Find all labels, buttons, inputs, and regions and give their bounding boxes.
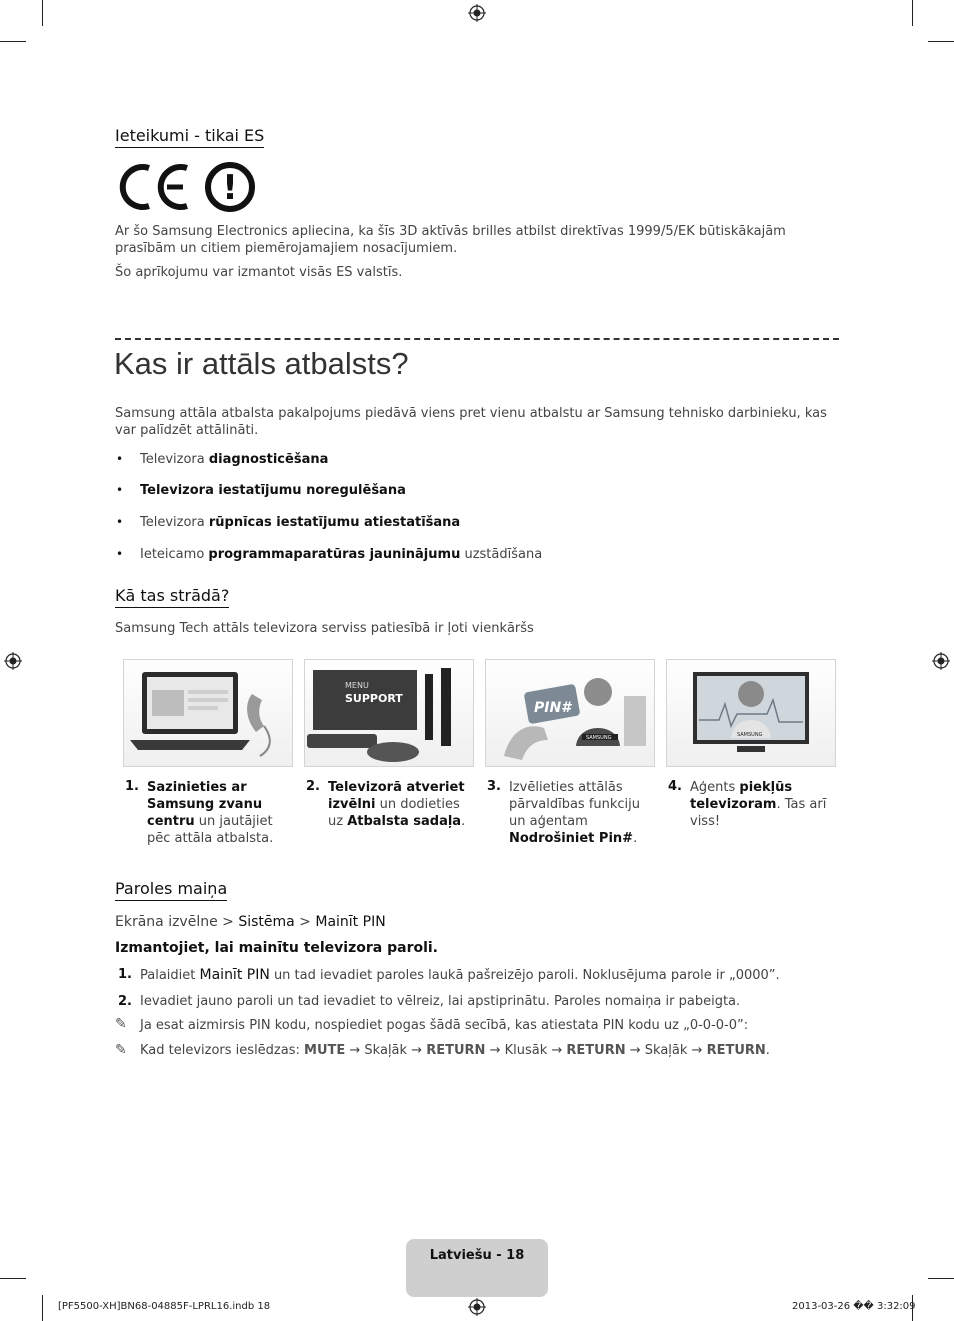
note-icon: ✎ (115, 1042, 127, 1058)
step-number: 1. (125, 779, 139, 794)
registration-mark-icon (932, 652, 950, 670)
list-item: • Televizora rūpnīcas iestatījumu atiestatīšana (116, 515, 461, 530)
list-item: • Ieteicamo programmaparatūras jauninājumu uzstādīšana (116, 547, 543, 562)
agent-pin-icon (486, 660, 654, 766)
crop-mark (912, 0, 913, 26)
list-number: 2. (118, 994, 132, 1009)
support-label: SUPPORT (345, 692, 403, 705)
crop-mark (928, 1278, 954, 1279)
step-number: 2. (306, 779, 320, 794)
step-number: 3. (487, 779, 501, 794)
pin-step-2: Ievadiet jauno paroli un tad ievadiet to vēlreiz, lai apstiprinātu. Paroles nomaiņa ir pabeigta. (140, 994, 741, 1009)
file-info: [PF5500-XH]BN68-04885F-LPRL16.indb 18 (58, 1301, 271, 1312)
crop-mark (0, 1278, 26, 1279)
step-3-text: Izvēlieties attālās pārvaldības funkciju un aģentam Nodrošiniet Pin#. (509, 780, 641, 846)
laptop-phone-icon (124, 660, 292, 766)
bullet: • (116, 515, 124, 529)
pin-heading: Paroles maiņa (115, 879, 227, 901)
page-number: Latviešu - 18 (429, 1248, 525, 1263)
crop-mark (928, 41, 954, 42)
tv-menu-support-icon (305, 660, 473, 766)
step-4-text: Aģents piekļūs televizoram. Tas arī viss! (690, 780, 827, 829)
crop-mark (0, 41, 26, 42)
bullet: • (116, 452, 124, 466)
ce-mark-text: CE (115, 147, 137, 166)
samsung-label: SAMSUNG (586, 735, 612, 741)
registration-mark-icon (468, 1298, 486, 1316)
menu-label: MENU (345, 681, 369, 690)
how-heading: Kā tas strādā? (115, 586, 229, 608)
samsung-label: SAMSUNG (737, 732, 763, 738)
eu-heading: Ieteikumi - tikai ES (115, 126, 264, 148)
alert-mark-icon (204, 162, 258, 212)
print-timestamp: 2013-03-26 �� 3:32:09 (792, 1301, 916, 1312)
eu-paragraph: Ar šo Samsung Electronics apliecina, ka šīs 3D aktīvās brilles atbilst direktīvas 1999/5/EK būtiskākajām prasībām un citiem piemērojamajiem nosacījumiem. (115, 224, 786, 256)
step-number: 4. (668, 779, 682, 794)
list-item: • Televizora diagnosticēšana (116, 452, 329, 467)
bullet: • (116, 483, 124, 497)
step-3-image (485, 659, 655, 767)
step-2-text: Televizorā atveriet izvēlni un dodieties uz Atbalsta sadaļa. (328, 780, 466, 829)
menu-path: Ekrāna izvēlne > Sistēma > Mainīt PIN (115, 914, 386, 930)
step-4-image (666, 659, 836, 767)
pin-note-2: Kad televizors ieslēdzas: MUTE → Skaļāk → RETURN → Klusāk → RETURN → Skaļāk → RETURN. (140, 1043, 770, 1058)
section-divider (115, 338, 839, 340)
crop-mark (42, 1295, 43, 1321)
crop-mark (42, 0, 43, 26)
list-item: • Televizora iestatījumu noregulēšana (116, 483, 406, 498)
step-2-image (304, 659, 474, 767)
alert-mark-text: ! (222, 168, 238, 208)
list-number: 1. (118, 967, 132, 982)
step-1-text: Sazinieties ar Samsung zvanu centru un jautājiet pēc attāla atbalsta. (147, 780, 274, 846)
step-1-image (123, 659, 293, 767)
eu-paragraph: Šo aprīkojumu var izmantot visās ES valstīs. (115, 265, 403, 280)
pin-step-1: Palaidiet Mainīt PIN un tad ievadiet paroles laukā pašreizējo paroli. Noklusējuma parole ir „0000”. (140, 967, 780, 983)
registration-mark-icon (468, 4, 486, 22)
registration-mark-icon (4, 652, 22, 670)
remote-intro: Samsung attāla atbalsta pakalpojums piedāvā viens pret vienu atbalstu ar Samsung tehnisko darbinieku, kas var palīdzēt attālināti. (115, 406, 827, 438)
pin-instruction: Izmantojiet, lai mainītu televizora paroli. (115, 940, 439, 956)
ce-mark-icon (115, 147, 195, 212)
bullet: • (116, 547, 124, 561)
pin-label: PIN# (534, 700, 571, 716)
page-title: Kas ir attāls atbalsts? (114, 346, 409, 381)
note-icon: ✎ (115, 1016, 127, 1032)
agent-tv-access-icon (667, 660, 835, 766)
how-subtitle: Samsung Tech attāls televizora serviss patiesībā ir ļoti vienkāršs (115, 621, 534, 636)
pin-note-1: Ja esat aizmirsis PIN kodu, nospiediet pogas šādā secībā, kas atiestata PIN kodu uz „0-0-0-0”: (140, 1018, 749, 1033)
